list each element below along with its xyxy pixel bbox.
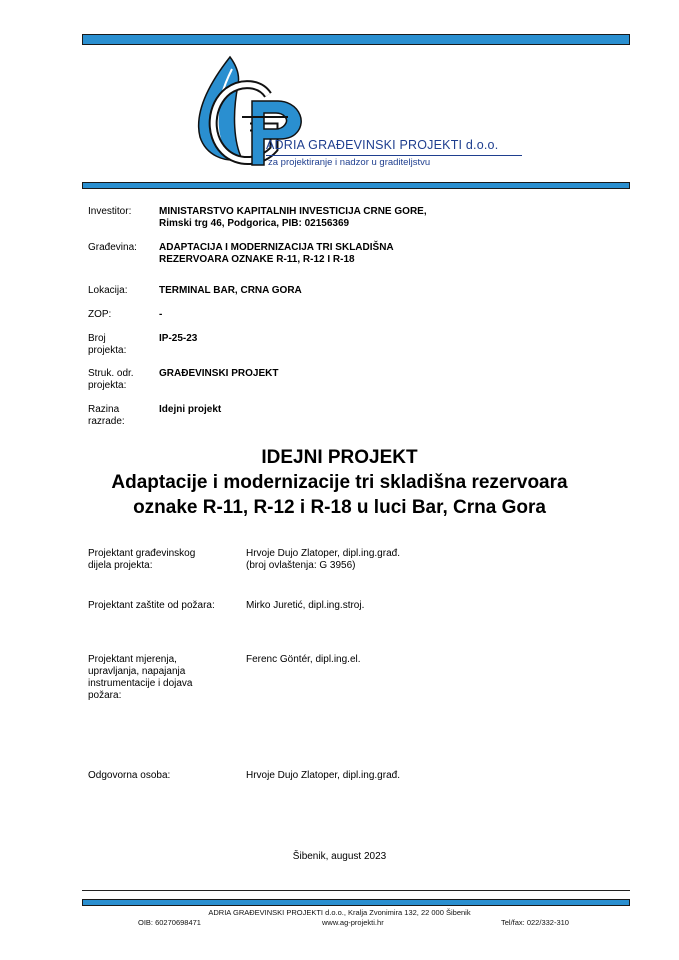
company-underline xyxy=(266,155,522,156)
document-title: IDEJNI PROJEKT xyxy=(261,447,418,468)
header-top-bar xyxy=(82,34,630,45)
team-name: Mirko Juretić, dipl.ing.stroj. xyxy=(246,600,365,611)
company-name: ADRIA GRAĐEVINSKI PROJEKTI d.o.o. xyxy=(266,138,499,152)
info-value: ADAPTACIJA I MODERNIZACIJA TRI SKLADIŠNA REZERVOARA OZNAKE R-11, R-12 I R-18 xyxy=(159,242,394,265)
company-tagline: za projektiranje i nadzor u graditeljstvu xyxy=(268,157,431,168)
place-date: Šibenik, august 2023 xyxy=(292,851,387,862)
team-name: Hrvoje Dujo Zlatoper, dipl.ing.građ. (broj ovlaštenja: G 3956) xyxy=(246,548,400,571)
document-subtitle-line-2: oznake R-11, R-12 i R-18 u luci Bar, Crna Gora xyxy=(133,497,546,518)
info-value: TERMINAL BAR, CRNA GORA xyxy=(159,285,302,296)
info-label: Lokacija: xyxy=(88,285,128,296)
team-role: Odgovorna osoba: xyxy=(88,770,171,781)
info-label: Broj projekta: xyxy=(88,333,127,356)
footer-bar xyxy=(82,899,630,906)
info-label: Investitor: xyxy=(88,206,132,217)
info-label: ZOP: xyxy=(88,309,112,320)
team-role: Projektant zaštite od požara: xyxy=(88,600,215,611)
footer-address: ADRIA GRAĐEVINSKI PROJEKTI d.o.o., Kralja Zvonimira 132, 22 000 Šibenik xyxy=(208,908,471,917)
info-value: MINISTARSTVO KAPITALNIH INVESTICIJA CRNE GORE, Rimski trg 46, Podgorica, PIB: 02156369 xyxy=(159,206,427,229)
footer-tel: Tel/fax: 022/332-310 xyxy=(501,918,569,927)
team-role: Projektant mjerenja, upravljanja, napajanja instrumentacije i dojava požara: xyxy=(88,654,193,701)
info-value: GRAĐEVINSKI PROJEKT xyxy=(159,368,279,379)
info-label: Struk. odr. projekta: xyxy=(88,368,134,391)
team-name: Hrvoje Dujo Zlatoper, dipl.ing.građ. xyxy=(246,770,400,781)
footer-oib: OIB: 60270698471 xyxy=(138,918,201,927)
info-label: Građevina: xyxy=(88,242,137,253)
footer-web[interactable]: www.ag-projekti.hr xyxy=(322,918,384,927)
info-value: Idejni projekt xyxy=(159,404,222,415)
team-role: Projektant građevinskog dijela projekta: xyxy=(88,548,196,571)
info-label: Razina razrade: xyxy=(88,404,125,427)
footer-rule xyxy=(82,890,630,891)
document-subtitle-line-1: Adaptacije i modernizacije tri skladišna rezervoara xyxy=(111,472,568,493)
team-name: Ferenc Göntér, dipl.ing.el. xyxy=(246,654,361,665)
info-value: - xyxy=(159,309,163,320)
info-value: IP-25-23 xyxy=(159,333,198,344)
company-logo xyxy=(190,55,520,170)
header-bottom-bar xyxy=(82,182,630,189)
